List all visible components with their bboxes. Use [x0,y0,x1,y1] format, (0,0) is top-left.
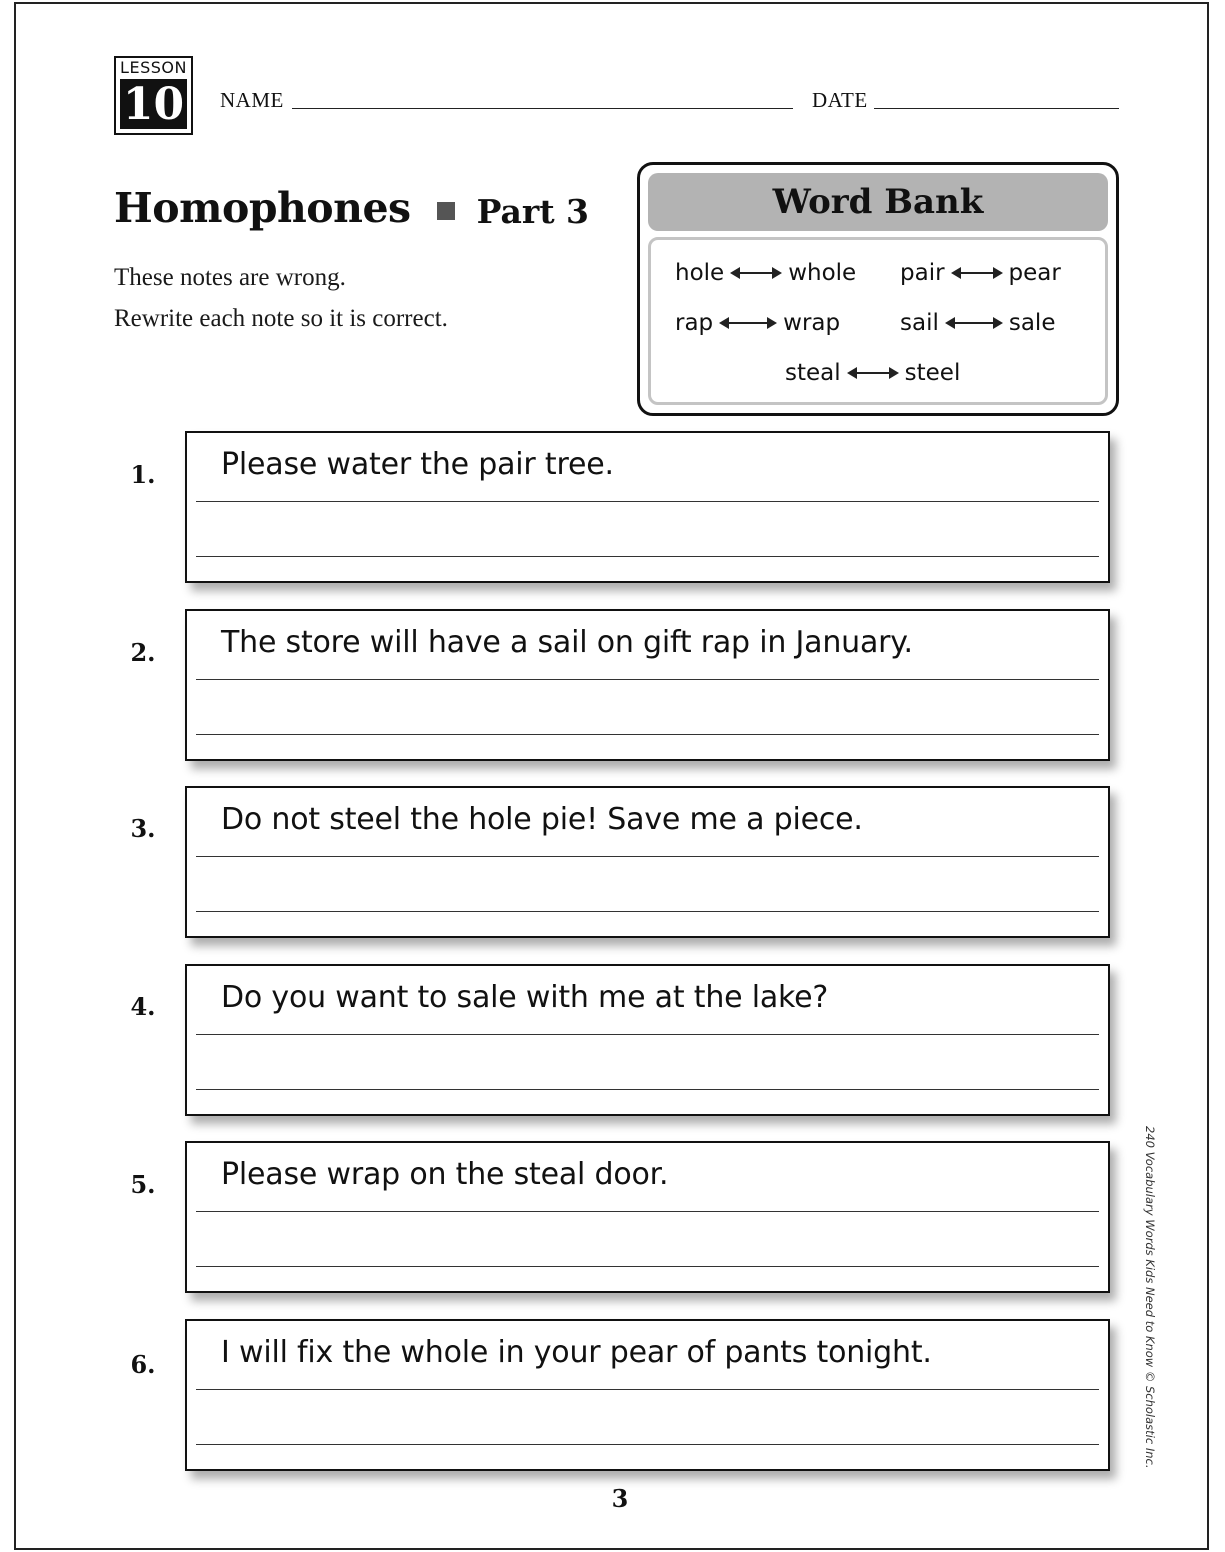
answer-line [196,1444,1099,1445]
double-arrow-icon [847,365,899,381]
date-label: DATE [812,88,868,112]
word-bank [637,162,1119,416]
answer-line [196,1211,1099,1212]
lesson-badge [114,56,193,135]
word-pair [900,310,1055,336]
copyright-notice: 240 Vocabulary Words Kids Need to Know © Scholastic Inc. [1143,1126,1157,1469]
answer-box[interactable] [185,964,1110,1116]
answer-line [196,501,1099,502]
word: steel [904,360,961,386]
word-pair [675,260,856,286]
word: steal [785,360,841,386]
title-part: Part 3 [476,191,590,231]
question-text: Do not steel the hole pie! Save me a piece. [221,802,863,837]
word: hole [675,260,725,286]
question-text: Please wrap on the steal door. [221,1157,669,1192]
double-arrow-icon [951,265,1003,281]
answer-box[interactable] [185,609,1110,761]
word: rap [675,310,714,336]
answer-box[interactable] [185,1319,1110,1471]
question-number: 6. [130,1350,156,1379]
word-pair [675,310,840,336]
answer-line [196,556,1099,557]
word: sale [1008,310,1056,336]
answer-box[interactable] [185,431,1110,583]
answer-line [196,1266,1099,1267]
word: whole [788,260,857,286]
word: pair [900,260,945,286]
answer-box[interactable] [185,1141,1110,1293]
title-main: Homophones [114,184,411,232]
name-field[interactable] [292,108,793,109]
lesson-number: 10 [120,79,187,129]
question-number: 3. [130,814,156,843]
answer-box[interactable] [185,786,1110,938]
name-label: NAME [220,88,284,112]
double-arrow-icon [730,265,782,281]
word-bank-list [648,237,1108,405]
page-title [114,180,589,236]
answer-line [196,911,1099,912]
instruction-line-1: These notes are wrong. [114,264,346,291]
question-text: Do you want to sale with me at the lake? [221,980,829,1015]
instruction-line-2: Rewrite each note so it is correct. [114,305,448,332]
answer-line [196,1389,1099,1390]
question-text: Please water the pair tree. [221,447,614,482]
question-number: 2. [130,638,156,667]
answer-line [196,1089,1099,1090]
page-number: 3 [611,1484,629,1513]
word-pair [785,360,960,386]
lesson-label: LESSON [120,58,187,77]
question-number: 1. [130,460,156,489]
question-number: 5. [130,1170,156,1199]
double-arrow-icon [945,315,1003,331]
question-number: 4. [130,992,156,1021]
answer-line [196,734,1099,735]
question-text: The store will have a sail on gift rap in January. [221,625,913,660]
word: sail [900,310,939,336]
date-field[interactable] [874,108,1119,109]
question-text: I will fix the whole in your pear of pants tonight. [221,1335,932,1370]
square-bullet-icon [437,202,455,220]
answer-line [196,679,1099,680]
answer-line [196,856,1099,857]
answer-line [196,1034,1099,1035]
double-arrow-icon [719,315,777,331]
word: pear [1008,260,1061,286]
word: wrap [783,310,841,336]
word-bank-title: Word Bank [648,173,1108,231]
word-pair [900,260,1061,286]
